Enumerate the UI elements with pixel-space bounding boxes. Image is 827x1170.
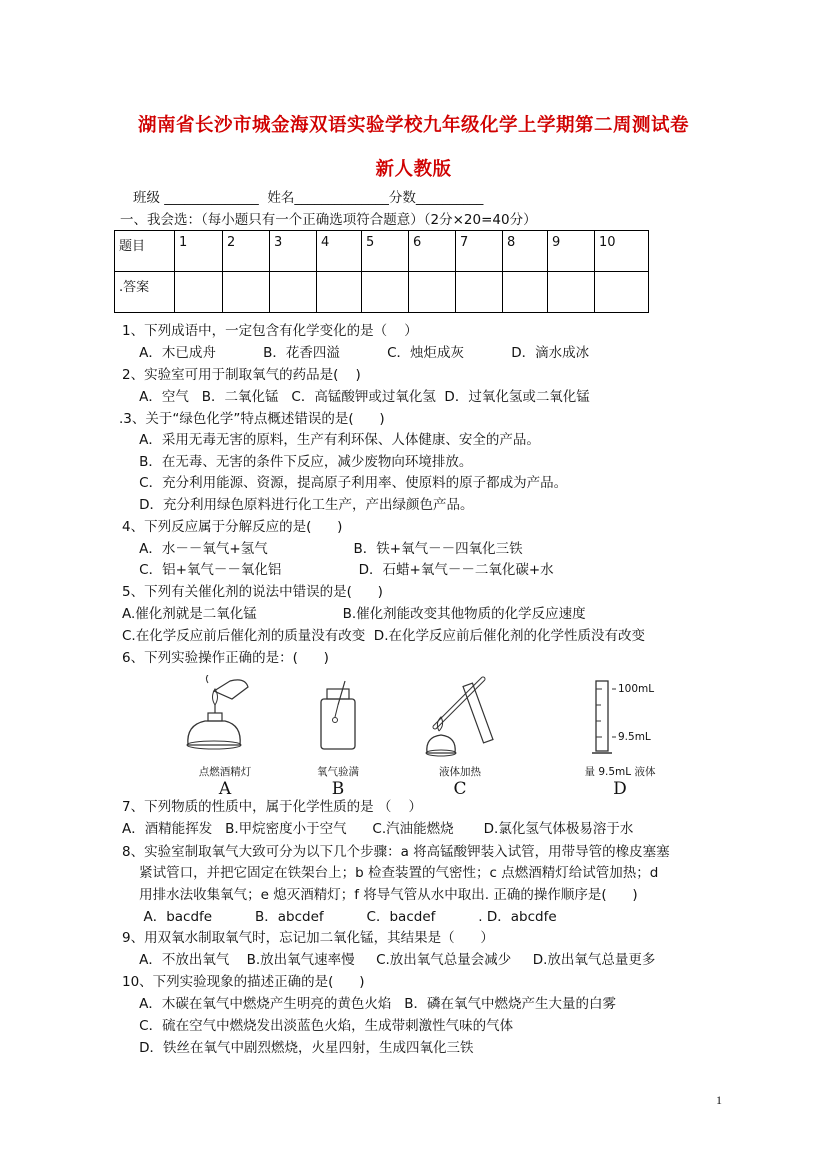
table-cell: 6 xyxy=(409,231,456,272)
question-line: 6、下列实验操作正确的是：( ) xyxy=(122,650,329,666)
figure-label: C xyxy=(453,779,467,799)
student-info-line: 班级 ______________ 姓名______________分数__________ xyxy=(133,190,484,206)
table-cell: 9 xyxy=(548,231,595,272)
answer-cell[interactable] xyxy=(362,272,409,313)
document-subtitle: 新人教版 xyxy=(375,159,452,180)
figure-label: D xyxy=(613,779,627,799)
answer-cell[interactable] xyxy=(503,272,548,313)
question-line: B．在无毒、无害的条件下反应，减少废物向环境排放。 xyxy=(122,454,473,470)
answer-cell[interactable] xyxy=(223,272,270,313)
table-cell: 3 xyxy=(270,231,317,272)
question-line: A．采用无毒无害的原料，生产有利环保、人体健康、安全的产品。 xyxy=(122,432,540,448)
table-cell: 8 xyxy=(503,231,548,272)
table-cell: 2 xyxy=(223,231,270,272)
question-line: 5、下列有关催化剂的说法中错误的是( ) xyxy=(122,584,383,600)
answer-cell[interactable] xyxy=(317,272,362,313)
question-line: 9、用双氧水制取氧气时，忘记加二氧化锰，其结果是（ ） xyxy=(122,930,494,946)
answer-cell[interactable] xyxy=(409,272,456,313)
question-line: 1、下列成语中，一定包含有化学变化的是（ ） xyxy=(122,323,418,339)
page-number: 1 xyxy=(716,1093,722,1107)
question-line: C．硫在空气中燃烧发出淡蓝色火焰，生成带刺激性气味的气体 xyxy=(122,1018,514,1034)
answer-cell[interactable] xyxy=(175,272,223,313)
table-row-question-numbers xyxy=(115,231,649,272)
question-line: A．木已成舟 B．花香四溢 C．烛炬成灰 D．滴水成冰 xyxy=(122,345,590,361)
table-cell: 题目 xyxy=(115,231,175,272)
answer-cell[interactable] xyxy=(456,272,503,313)
question-line: 紧试管口，并把它固定在铁架台上；b 检查装置的气密性；c 点燃酒精灯给试管加热；d xyxy=(122,865,659,881)
question-line: 4、下列反应属于分解反应的是( ) xyxy=(122,519,343,535)
question-line: A．木碳在氧气中燃烧产生明亮的黄色火焰 B．磷在氧气中燃烧产生大量的白雾 xyxy=(122,996,617,1012)
answer-table xyxy=(114,230,649,313)
question-line: 10、下列实验现象的描述正确的是( ) xyxy=(122,974,365,990)
figure-label: A xyxy=(218,779,232,799)
figure-label: B xyxy=(331,779,345,799)
table-cell-answer-label: .答案 xyxy=(115,272,175,313)
cylinder-mark-9-5ml: 9.5mL xyxy=(618,731,651,743)
table-cell: 1 xyxy=(175,231,223,272)
question-line: D．铁丝在氧气中剧烈燃烧，火星四射，生成四氧化三铁 xyxy=(122,1040,474,1056)
question-line: 2、实验室可用于制取氧气的药品是( ) xyxy=(122,367,361,383)
alcohol-lamp-drawing xyxy=(170,675,280,760)
table-row-answers xyxy=(115,272,649,313)
question-line: 7、下列物质的性质中，属于化学性质的是 （ ） xyxy=(122,799,423,815)
question-line: 8、实验室制取氧气大致可分为以下几个步骤：a 将高锰酸钾装入试管，用带导管的橡皮塞塞 xyxy=(122,844,670,860)
question-line: A．水－－氧气+氢气 B．铁+氧气－－四氧化三铁 xyxy=(122,541,523,557)
table-cell: 5 xyxy=(362,231,409,272)
table-cell: 10 xyxy=(595,231,649,272)
question-line: .3、关于“绿色化学”特点概述错误的是( ) xyxy=(119,411,385,427)
answer-cell[interactable] xyxy=(270,272,317,313)
question-line: D．充分利用绿色原料进行化工生产，产出绿颜色产品。 xyxy=(122,497,474,513)
figure-b-oxygen-check xyxy=(283,675,393,799)
question-line: A．bacdfe B．abcdef C．bacdef . D．abcdfe xyxy=(122,909,557,925)
question-line: C.在化学反应前后催化剂的质量没有改变 D.在化学反应前后催化剂的化学性质没有改变 xyxy=(122,628,645,644)
figure-caption: 液体加热 xyxy=(439,766,481,778)
figure-d-measure-liquid xyxy=(560,675,680,799)
table-cell: 4 xyxy=(317,231,362,272)
section-heading: 一、我会选：（每小题只有一个正确选项符合题意）（2分×20=40分） xyxy=(120,212,537,228)
figure-caption: 点燃酒精灯 xyxy=(198,766,252,778)
question-line: A.催化剂就是二氧化锰 B.催化剂能改变其他物质的化学反应速度 xyxy=(122,606,586,622)
document-title: 湖南省长沙市城金海双语实验学校九年级化学上学期第二周测试卷 xyxy=(137,115,689,136)
question-line: C．铝+氧气－－氧化铝 D．石蜡+氧气－－二氧化碳+水 xyxy=(122,562,554,578)
table-cell: 7 xyxy=(456,231,503,272)
question-line: A．空气 B．二氧化锰 C．高锰酸钾或过氧化氢 D．过氧化氢或二氧化锰 xyxy=(122,389,590,405)
figure-caption: 量 9.5mL 液体 xyxy=(584,766,656,778)
figure-caption: 氧气验满 xyxy=(317,766,359,778)
question-line: A．酒精能挥发 B.甲烷密度小于空气 C.汽油能燃烧 D.氯化氢气体极易溶于水 xyxy=(122,821,634,837)
test-tube-heating-drawing xyxy=(405,675,515,760)
cylinder-mark-100ml: 100mL xyxy=(618,683,655,695)
question-line: 用排水法收集氧气；e 熄灭酒精灯；f 将导气管从水中取出. 正确的操作顺序是( ) xyxy=(122,887,638,903)
question-line: A．不放出氧气 B.放出氧气速率慢 C.放出氧气总量会减少 D.放出氧气总量更多 xyxy=(122,952,656,968)
question-line: C．充分利用能源、资源，提高原子利用率、使原料的原子都成为产品。 xyxy=(122,475,568,491)
answer-cell[interactable] xyxy=(548,272,595,313)
gas-bottle-drawing xyxy=(283,675,393,760)
answer-cell[interactable] xyxy=(595,272,649,313)
figure-c-heating-liquid xyxy=(405,675,515,799)
figure-a-light-alcohol-lamp xyxy=(170,675,280,799)
